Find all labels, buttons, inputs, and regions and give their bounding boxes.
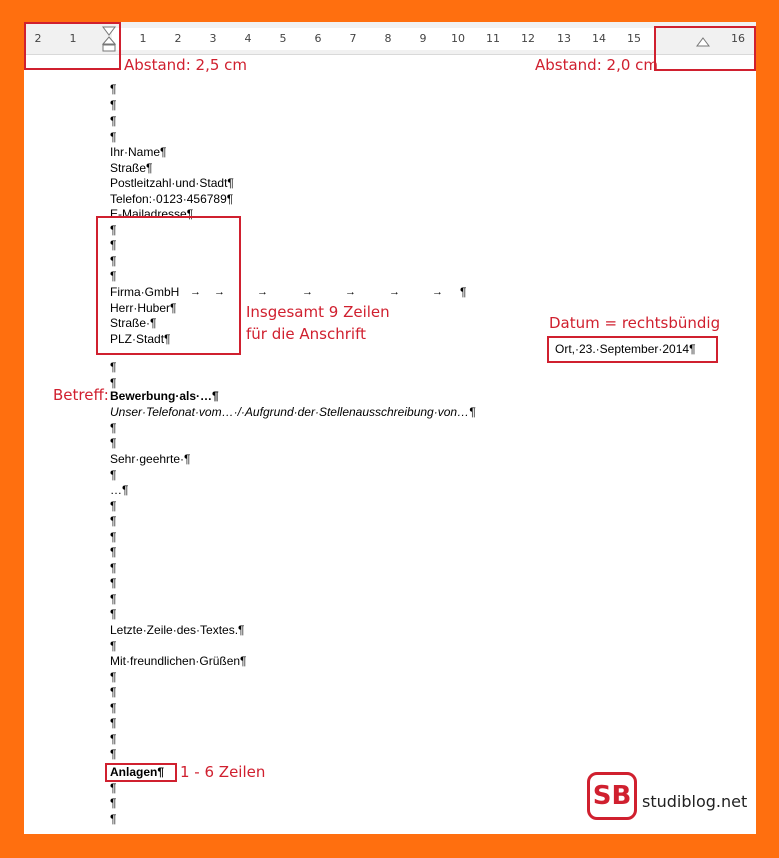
empty-paragraph: ¶ <box>110 421 117 435</box>
ruler-number: 4 <box>244 32 252 45</box>
letter-subject: Bewerbung·als·…¶ <box>110 389 219 403</box>
ruler-text-area <box>112 28 654 50</box>
ruler-number: 1 <box>139 32 147 45</box>
ruler-number: 1 <box>69 32 77 45</box>
left-margin-highlight <box>24 22 121 70</box>
empty-paragraph: ¶ <box>110 360 117 374</box>
empty-paragraph: ¶ <box>110 98 117 112</box>
letter-last-line: Letzte·Zeile·des·Textes.¶ <box>110 623 245 637</box>
sender-email: E-Mailadresse¶ <box>110 207 194 221</box>
empty-paragraph: ¶ <box>110 685 117 699</box>
letter-salutation: Sehr·geehrte·¶ <box>110 452 191 466</box>
sender-street: Straße¶ <box>110 161 153 175</box>
attachments-annotation: 1 - 6 Zeilen <box>180 763 266 781</box>
date-annotation: Datum = rechtsbündig <box>549 314 721 332</box>
address-annotation-line2: für die Anschrift <box>246 325 366 343</box>
empty-paragraph: ¶ <box>110 716 117 730</box>
empty-paragraph: ¶ <box>110 499 117 513</box>
empty-paragraph: ¶ <box>110 82 117 96</box>
tab-arrow-icon: → <box>389 286 400 298</box>
studiblog-logo-text: studiblog.net <box>642 792 748 811</box>
empty-paragraph: ¶ <box>110 732 117 746</box>
ruler-number: 15 <box>627 32 641 45</box>
ruler-number: 5 <box>279 32 287 45</box>
ruler-number: 14 <box>592 32 606 45</box>
empty-paragraph: ¶ <box>110 607 117 621</box>
ruler-number: 9 <box>419 32 427 45</box>
ruler-number: 16 <box>731 32 745 45</box>
letter-closing: Mit·freundlichen·Grüßen¶ <box>110 654 247 668</box>
empty-paragraph: ¶ <box>110 376 117 390</box>
tab-arrow-icon: → <box>345 286 356 298</box>
document-page <box>24 22 756 834</box>
ruler-number: 8 <box>384 32 392 45</box>
empty-paragraph: ¶ <box>110 545 117 559</box>
empty-paragraph: ¶ <box>110 639 117 653</box>
sender-phone: Telefon:·0123·456789¶ <box>110 192 234 206</box>
empty-paragraph: ¶ <box>110 576 117 590</box>
recipient-company: Firma·GmbH <box>110 285 180 299</box>
empty-paragraph: ¶ <box>110 468 117 482</box>
tab-arrow-icon: → <box>190 286 201 298</box>
ruler-number: 10 <box>451 32 465 45</box>
tab-arrow-icon: → <box>257 286 268 298</box>
empty-paragraph: ¶ <box>110 254 117 268</box>
tab-arrow-icon: → <box>432 286 443 298</box>
empty-paragraph: ¶ <box>110 530 117 544</box>
tab-arrow-icon: → <box>214 286 225 298</box>
sender-name: Ihr·Name¶ <box>110 145 167 159</box>
empty-paragraph: ¶ <box>110 436 117 450</box>
letter-body-placeholder: …¶ <box>110 483 129 497</box>
recipient-city: PLZ·Stadt¶ <box>110 332 171 346</box>
recipient-contact: Herr·Huber¶ <box>110 301 177 315</box>
sender-city: Postleitzahl·und·Stadt¶ <box>110 176 234 190</box>
right-margin-highlight <box>654 26 756 71</box>
letter-date: Ort,·23.·September·2014¶ <box>555 342 696 356</box>
empty-paragraph: ¶ <box>110 114 117 128</box>
ruler-number: 7 <box>349 32 357 45</box>
empty-paragraph: ¶ <box>110 561 117 575</box>
ruler-number: 2 <box>34 32 42 45</box>
letter-attachments: Anlagen¶ <box>110 765 165 779</box>
empty-paragraph: ¶ <box>110 269 117 283</box>
empty-paragraph: ¶ <box>110 812 117 826</box>
empty-paragraph: ¶ <box>460 285 467 299</box>
studiblog-logo: SB <box>587 772 637 820</box>
address-annotation-line1: Insgesamt 9 Zeilen <box>246 303 390 321</box>
empty-paragraph: ¶ <box>110 796 117 810</box>
empty-paragraph: ¶ <box>110 223 117 237</box>
left-margin-annotation: Abstand: 2,5 cm <box>124 56 248 74</box>
empty-paragraph: ¶ <box>110 670 117 684</box>
ruler-number: 6 <box>314 32 322 45</box>
horizontal-ruler[interactable] <box>24 22 756 55</box>
ruler-number: 2 <box>174 32 182 45</box>
ruler-number: 11 <box>486 32 500 45</box>
empty-paragraph: ¶ <box>110 747 117 761</box>
empty-paragraph: ¶ <box>110 701 117 715</box>
empty-paragraph: ¶ <box>110 238 117 252</box>
empty-paragraph: ¶ <box>110 592 117 606</box>
recipient-street: Straße·¶ <box>110 316 157 330</box>
ruler-number: 12 <box>521 32 535 45</box>
tab-arrow-icon: → <box>302 286 313 298</box>
letter-reference: Unser·Telefonat·vom…·/·Aufgrund·der·Stellenausschreibung·von…¶ <box>110 405 476 419</box>
empty-paragraph: ¶ <box>110 514 117 528</box>
empty-paragraph: ¶ <box>110 781 117 795</box>
ruler-number: 3 <box>209 32 217 45</box>
subject-annotation: Betreff: <box>53 386 109 404</box>
right-margin-annotation: Abstand: 2,0 cm <box>535 56 659 74</box>
ruler-number: 13 <box>557 32 571 45</box>
empty-paragraph: ¶ <box>110 130 117 144</box>
